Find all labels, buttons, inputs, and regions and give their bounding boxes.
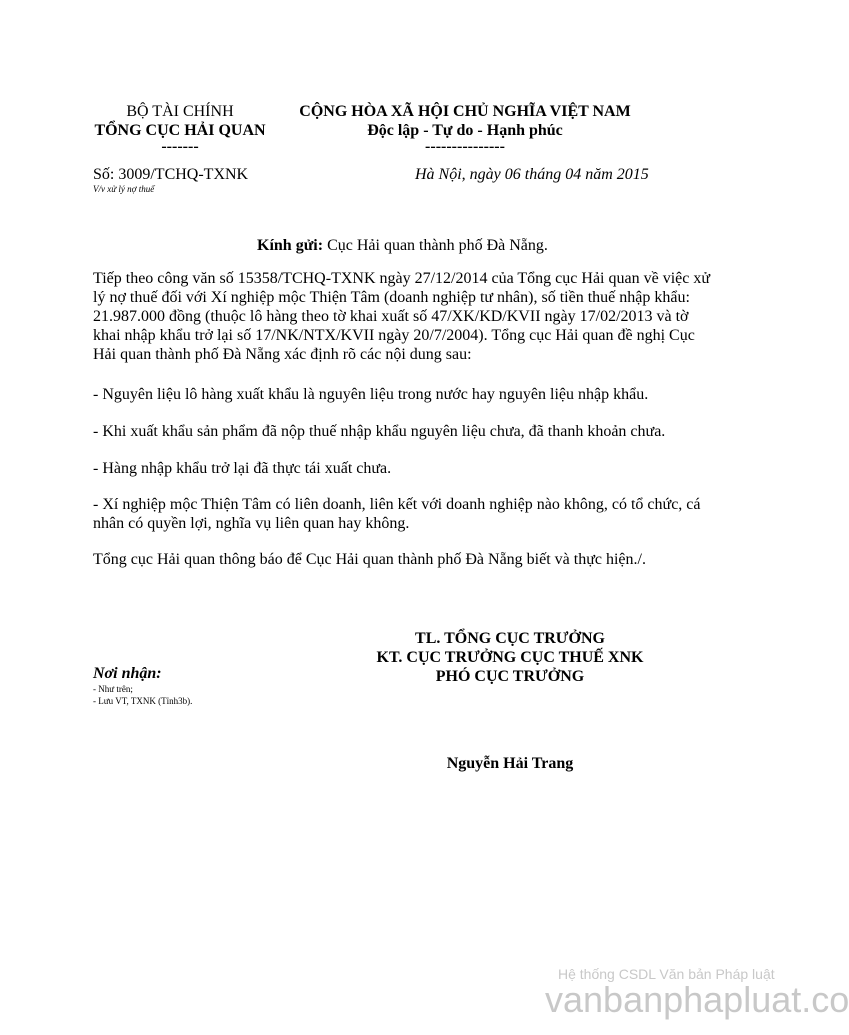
signature-line-2: KT. CỤC TRƯỞNG CỤC THUẾ XNK — [376, 649, 644, 666]
national-motto: Độc lập - Tự do - Hạnh phúc — [367, 122, 563, 139]
recipient-item: - Như trên; — [93, 684, 133, 694]
watermark-line-1: Hệ thống CSDL Văn bản Pháp luật — [558, 966, 775, 982]
recipients-list — [93, 683, 192, 707]
signature-line-3: PHÓ CỤC TRƯỞNG — [435, 668, 585, 685]
document-subject: V/v xử lý nợ thuế — [93, 184, 155, 194]
intro-line: Tiếp theo công văn số 15358/TCHQ-TXNK ngày 27/12/2014 của Tổng cục Hải quan về việc xử — [93, 270, 711, 287]
item-4-line: nhân có quyền lợi, nghĩa vụ liên quan hay không. — [93, 515, 410, 532]
signature-line-1: TL. TỔNG CỤC TRƯỞNG — [415, 630, 605, 647]
motto-rule: --------------- — [425, 138, 505, 155]
ministry-name: BỘ TÀI CHÍNH — [126, 103, 234, 120]
agency-rule: ------- — [161, 138, 199, 155]
document-number: Số: 3009/TCHQ-TXNK — [93, 166, 249, 183]
agency-header — [80, 102, 280, 153]
request-item-4 — [93, 495, 701, 533]
intro-paragraph — [93, 269, 710, 364]
place-date: Hà Nội, ngày 06 tháng 04 năm 2015 — [415, 166, 649, 183]
agency-name: TỔNG CỤC HẢI QUAN — [94, 122, 266, 139]
request-item-3: - Hàng nhập khẩu trở lại đã thực tái xuất chưa. — [93, 460, 392, 477]
recipients-label: Nơi nhận: — [93, 665, 162, 682]
signature-titles — [350, 629, 670, 686]
signer-name: Nguyễn Hải Trang — [446, 755, 574, 772]
country-name: CỘNG HÒA XÃ HỘI CHỦ NGHĨA VIỆT NAM — [299, 103, 631, 120]
item-4-line: - Xí nghiệp mộc Thiện Tâm có liên doanh, liên kết với doanh nghiệp nào không, có tổ chức, cá — [93, 496, 701, 513]
intro-line: khai nhập khẩu trở lại số 17/NK/NTX/KVII ngày 20/7/2004). Tổng cục Hải quan đề nghị Cục — [93, 327, 695, 344]
recipient-line — [257, 236, 548, 255]
request-item-1: - Nguyên liệu lô hàng xuất khẩu là nguyên liệu trong nước hay nguyên liệu nhập khẩu. — [93, 386, 649, 403]
closing-statement: Tổng cục Hải quan thông báo để Cục Hải quan thành phố Đà Nẵng biết và thực hiện./. — [93, 551, 646, 568]
intro-line: lý nợ thuế đối với Xí nghiệp mộc Thiện Tâm (doanh nghiệp tư nhân), số tiền thuế nhập khẩu: — [93, 289, 690, 306]
country-header — [290, 102, 640, 153]
intro-line: 21.987.000 đồng (thuộc lô hàng theo tờ khai xuất số 47/XK/KD/KVII ngày 17/02/2013 và tờ — [93, 308, 689, 325]
watermark-line-2: vanbanphapluat.co — [545, 979, 849, 1020]
recipient-name: Cục Hải quan thành phố Đà Nẵng. — [327, 237, 548, 254]
intro-line: Hải quan thành phố Đà Nẵng xác định rõ các nội dung sau: — [93, 346, 472, 363]
recipient-label: Kính gửi: — [257, 237, 324, 254]
recipient-item: - Lưu VT, TXNK (Tỉnh3b). — [93, 696, 193, 706]
request-item-2: - Khi xuất khẩu sản phẩm đã nộp thuế nhập khẩu nguyên liệu chưa, đã thanh khoản chưa. — [93, 423, 666, 440]
